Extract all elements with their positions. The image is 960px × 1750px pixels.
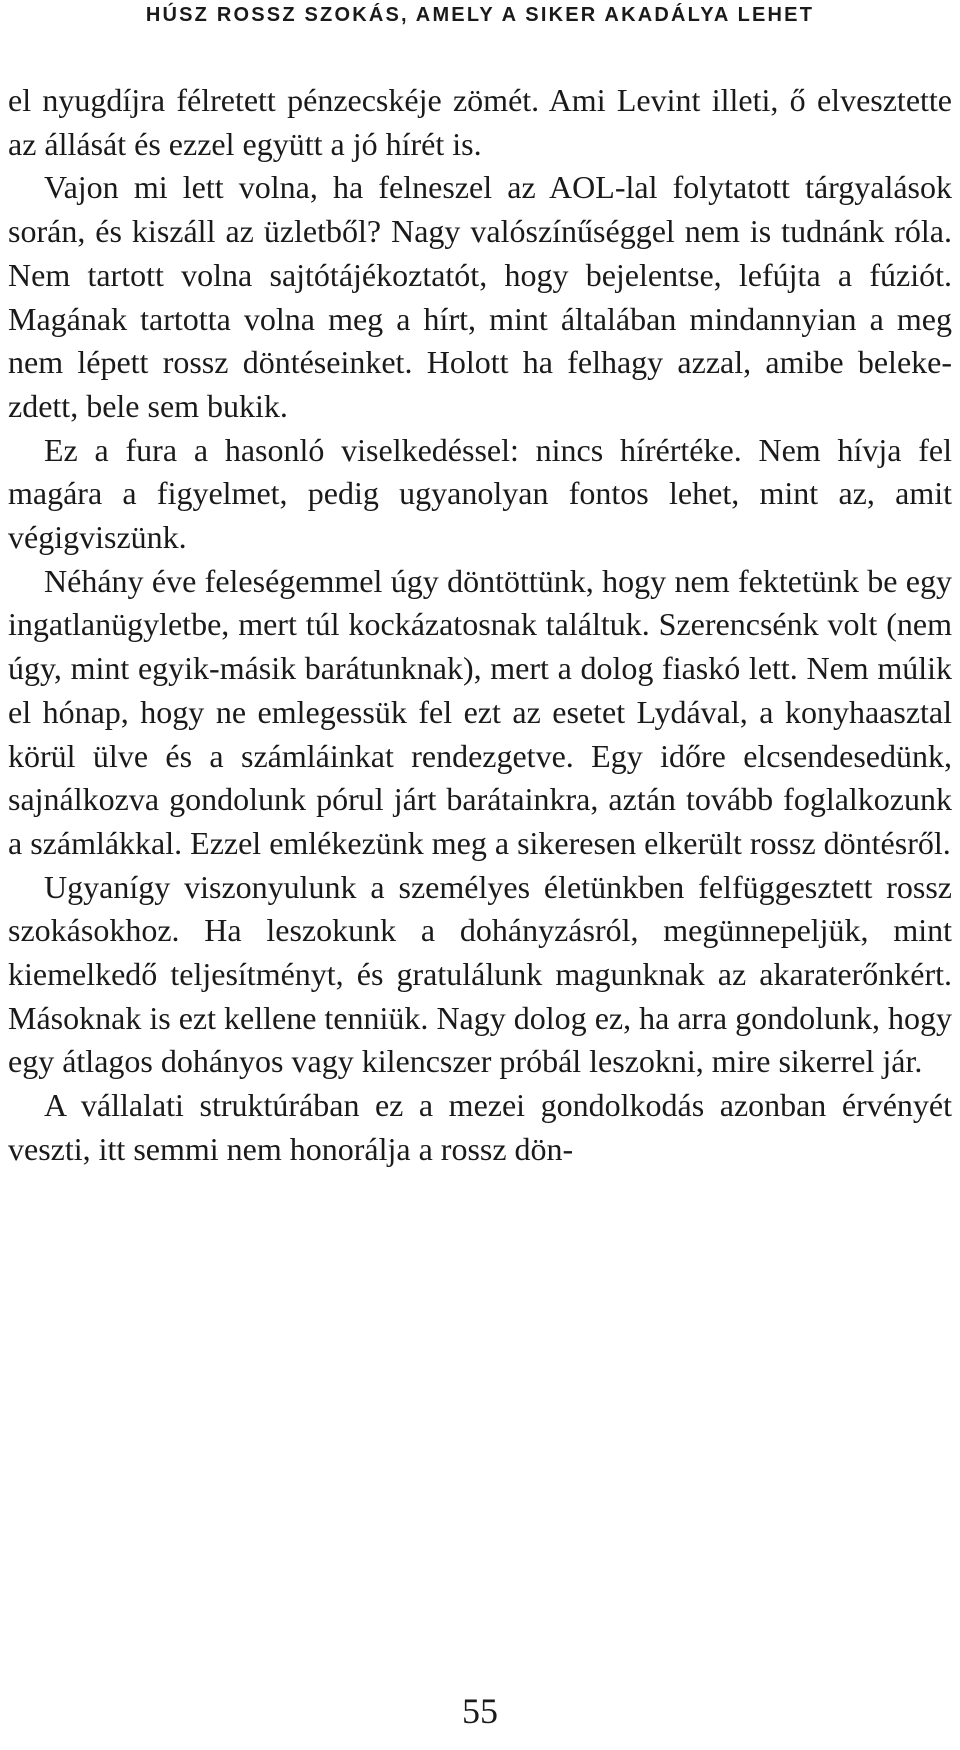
body-text [8,79,952,1172]
paragraph-2: Vajon mi lett volna, ha felneszel az AOL-lal folytatott tárgyalások során, és kiszáll az üzletből? Nagy valószínűséggel nem is tudnánk róla. Nem tartott volna sajtótájékoztatót, hogy bejelentse, lefújta a fúziót. Magának tartotta volna meg a hírt, mint általában mindannyian a meg nem lépett rossz döntéseinket. Holott ha felhagy azzal, amibe belekezdett, bele sem bukik. [8,169,952,424]
page-number: 55 [462,1691,498,1731]
paragraph-3: Ez a fura a hasonló viselkedéssel: nincs hírértéke. Nem hívja fel magára a figyelmet, pedig ugyanolyan fontos lehet, mint az, amit végigviszünk. [8,431,952,556]
paragraph-4: Néhány éve feleségemmel úgy döntöttünk, hogy nem fektetünk be egy ingatlanügyletbe, mert túl kockázatosnak találtuk. Szerencsénk volt (nem úgy, mint egyik-másik barátunknak), mert a dolog fiaskó lett. Nem múlik el hónap, hogy ne emlegessük fel ezt az esetet Lydával, a konyhaasztal körül ülve és a számláinkat rendezgetve. Egy időre elcsendesedünk, sajnálkozva gondolunk pórul járt barátainkra, aztán tovább foglalkozunk a számlákkal. Ezzel emlékezünk meg a sikeresen elkerült rossz döntésről. [8,562,952,861]
paragraph-6: A vállalati struktúrában ez a mezei gondolkodás azonban érvényét veszti, itt semmi nem honorálja a rossz dön- [8,1087,952,1167]
running-head: HÚSZ ROSSZ SZOKÁS, AMELY A SIKER AKADÁLYA LEHET [145,4,815,26]
paragraph-1: el nyugdíjra félretett pénzecskéje zömét. Ami Levint illeti, ő elvesztette az állását és ezzel együtt a jó hírét is. [8,82,952,162]
paragraph-5: Ugyanígy viszonyulunk a személyes életünkben felfüggesztett rossz szokásokhoz. Ha leszokunk a dohányzásról, megünnepeljük, mint kiemelkedő teljesítményt, és gratulálunk magunknak az akaraterőnkért. Másoknak is ezt kellene tenniük. Nagy dolog ez, ha arra gondolunk, hogy egy átlagos dohányos vagy kilencszer próbál leszokni, mire sikerrel jár. [8,868,952,1080]
